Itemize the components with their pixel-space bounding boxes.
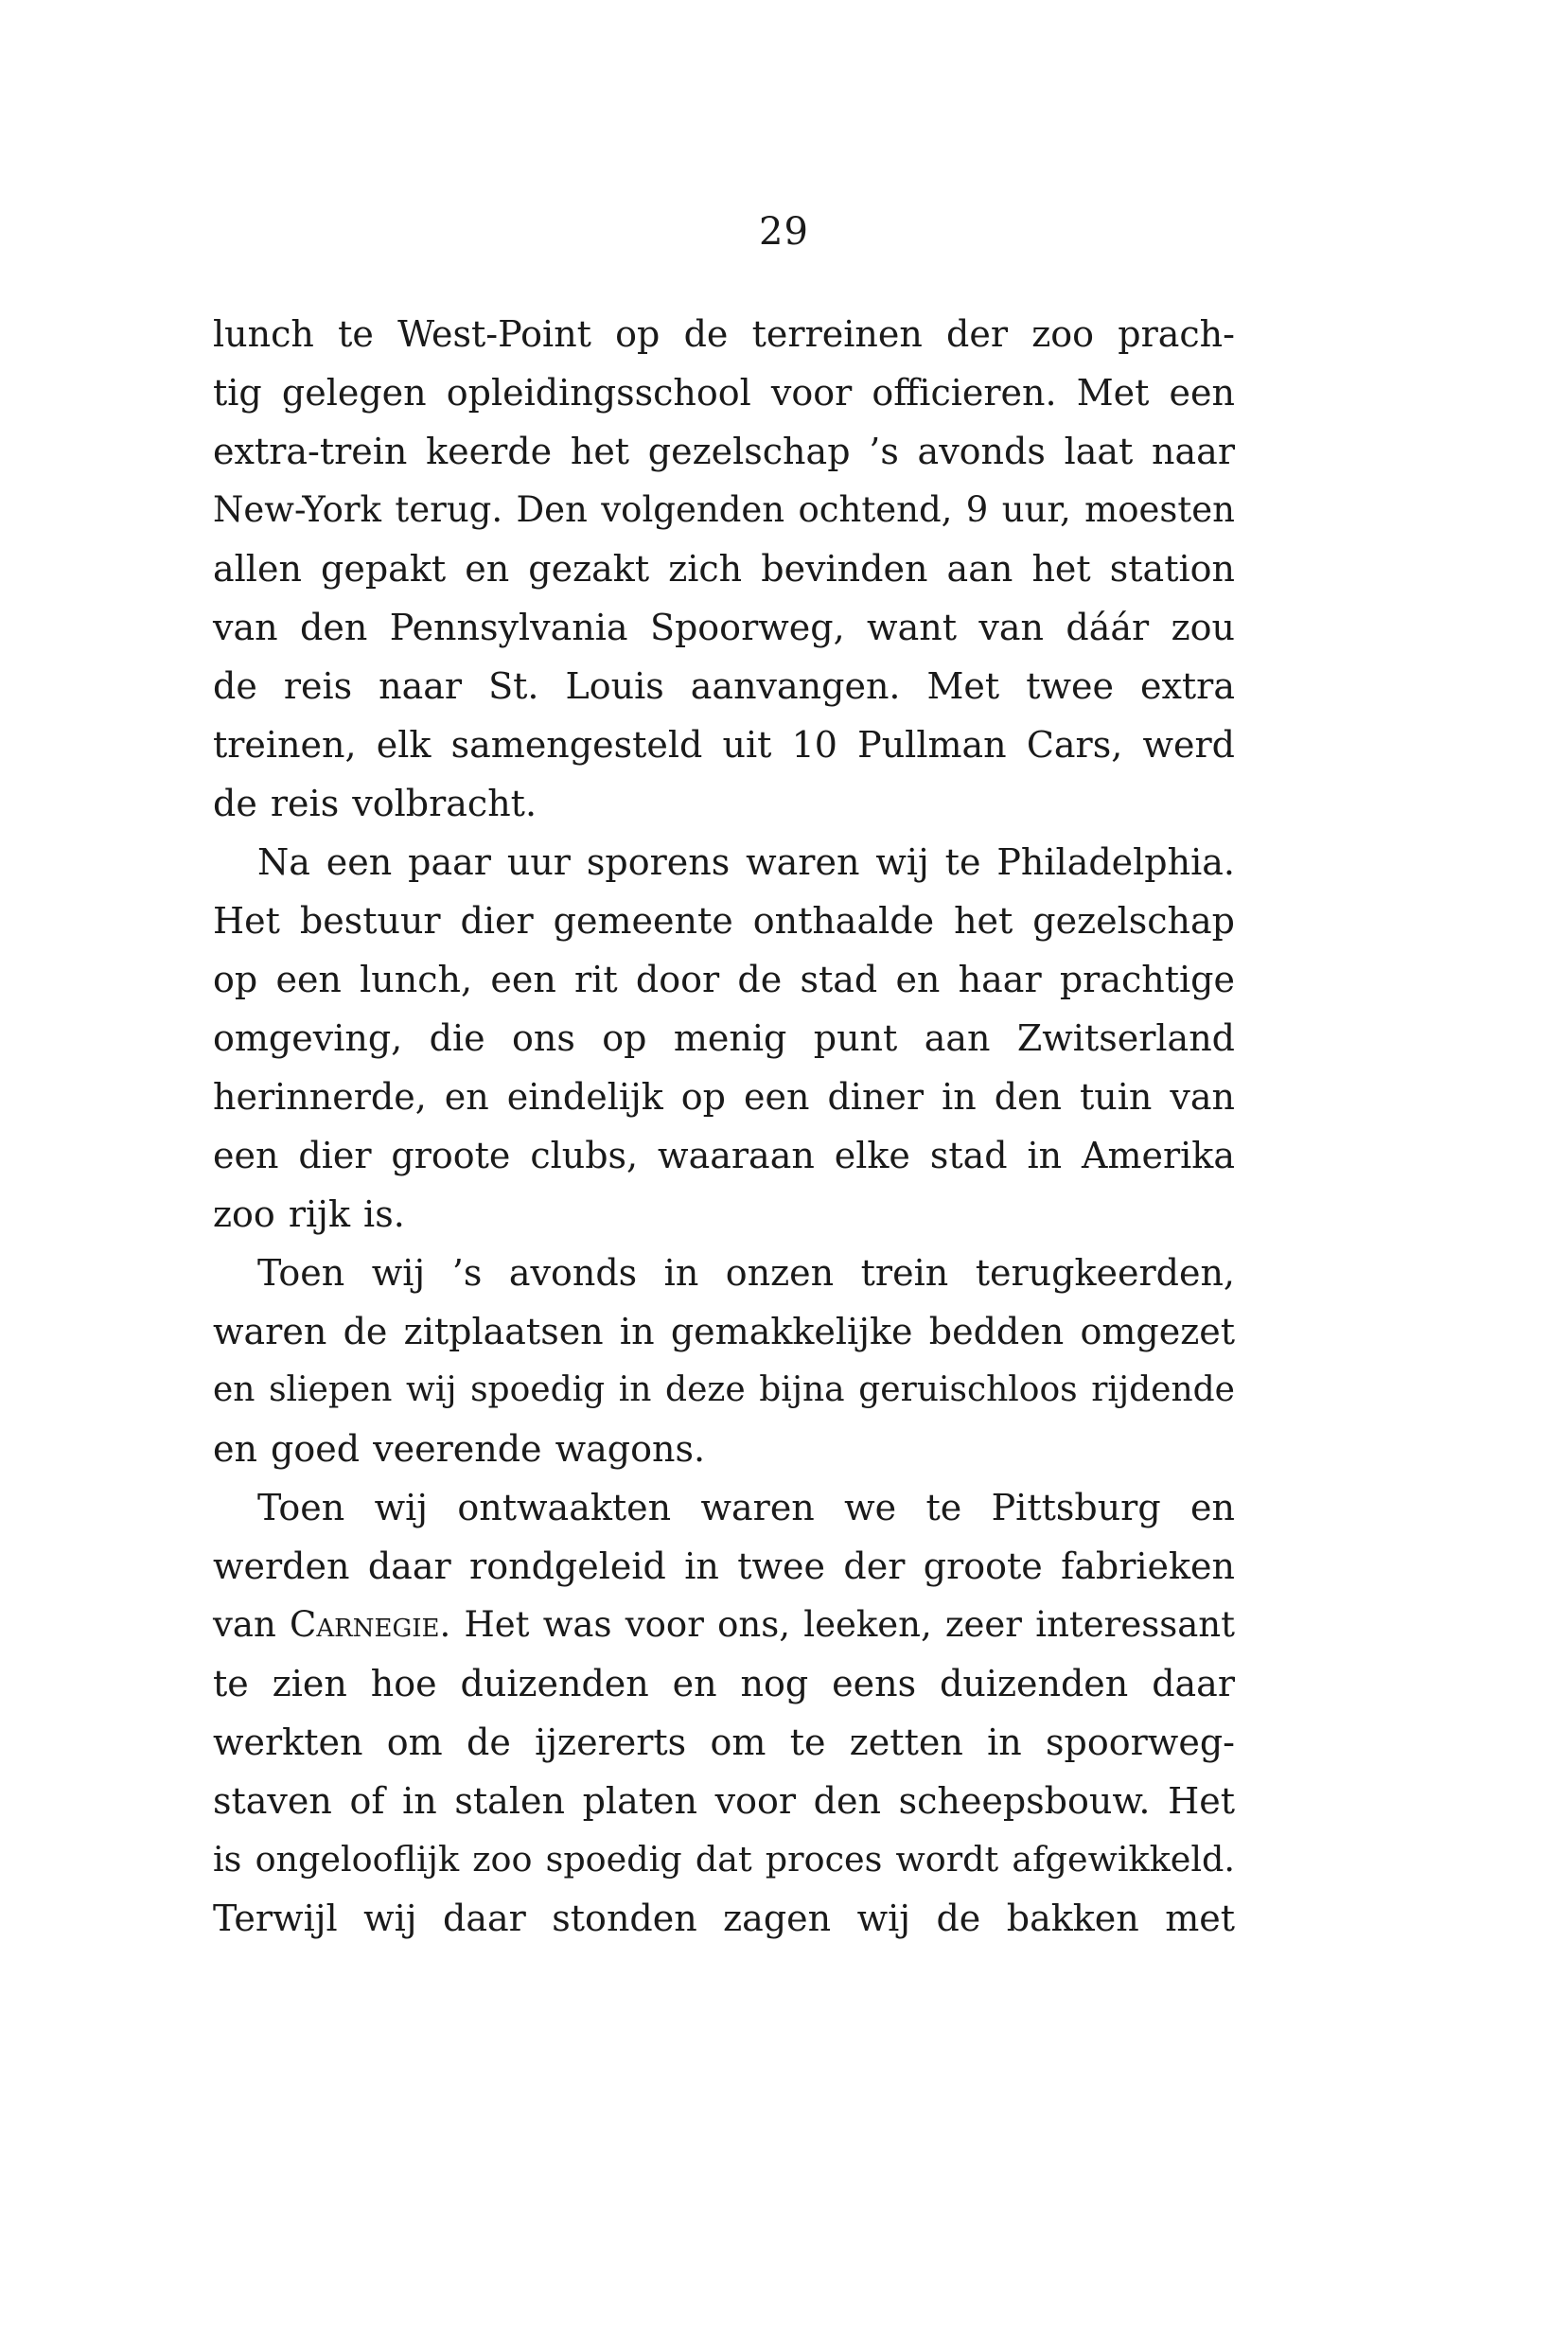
paragraph-start-line: Toen wij ontwaakten waren we te Pittsburg en: [257, 1487, 1235, 1528]
text-line: is ongelooflijk zoo spoedig dat proces wordt afgewikkeld.: [213, 1839, 1235, 1880]
text-line: tig gelegen opleidingsschool voor officieren. Met een: [213, 372, 1235, 414]
text-line: extra-trein keerde het gezelschap ’s avonds laat naar: [213, 431, 1235, 472]
text-fragment: . Het was voor ons, leeken, zeer interessant: [439, 1604, 1235, 1645]
text-line: een dier groote clubs, waaraan elke stad in Amerika: [213, 1135, 1235, 1176]
text-line: de reis naar St. Louis aanvangen. Met twee extra: [213, 665, 1235, 707]
text-line: lunch te West-Point op de terreinen der zoo prach-: [213, 313, 1235, 355]
text-line: omgeving, die ons op menig punt aan Zwitserland: [213, 1017, 1235, 1059]
paragraph-start-line: Toen wij ’s avonds in onzen trein terugkeerden,: [257, 1252, 1235, 1294]
text-line: [213, 1596, 1235, 1654]
page-number: 29: [759, 210, 809, 254]
text-line: werkten om de ijzererts om te zetten in spoorweg-: [213, 1721, 1235, 1763]
text-line: treinen, elk samengesteld uit 10 Pullman Cars, werd: [213, 724, 1235, 766]
text-line: Terwijl wij daar stonden zagen wij de bakken met: [213, 1898, 1235, 1939]
text-line: de reis volbracht.: [213, 783, 537, 824]
text-line: werden daar rondgeleid in twee der groote fabrieken: [213, 1545, 1235, 1587]
text-line: zoo rijk is.: [213, 1193, 405, 1235]
text-line: staven of in stalen platen voor den scheepsbouw. Het: [213, 1780, 1235, 1822]
text-line: van den Pennsylvania Spoorweg, want van dáár zou: [213, 607, 1235, 648]
text-line: en sliepen wij spoedig in deze bijna geruischloos rijdende: [213, 1370, 1235, 1409]
person-name: Carnegie: [290, 1604, 440, 1645]
text-line: New-York terug. Den volgenden ochtend, 9 uur, moesten: [213, 489, 1235, 530]
text-line: herinnerde, en eindelijk op een diner in den tuin van: [213, 1076, 1235, 1118]
paragraph-start-line: Na een paar uur sporens waren wij te Philadelphia.: [257, 841, 1235, 883]
text-line: Het bestuur dier gemeente onthaalde het gezelschap: [213, 900, 1235, 942]
text-line: te zien hoe duizenden en nog eens duizenden daar: [213, 1663, 1235, 1704]
text-line: waren de zitplaatsen in gemakkelijke bedden omgezet: [213, 1311, 1235, 1352]
text-fragment: van: [213, 1604, 291, 1645]
body-text: [213, 305, 1235, 1948]
text-line: en goed veerende wagons.: [213, 1428, 706, 1470]
text-line: allen gepakt en gezakt zich bevinden aan het station: [213, 548, 1235, 590]
text-line: op een lunch, een rit door de stad en haar prachtige: [213, 959, 1235, 1000]
